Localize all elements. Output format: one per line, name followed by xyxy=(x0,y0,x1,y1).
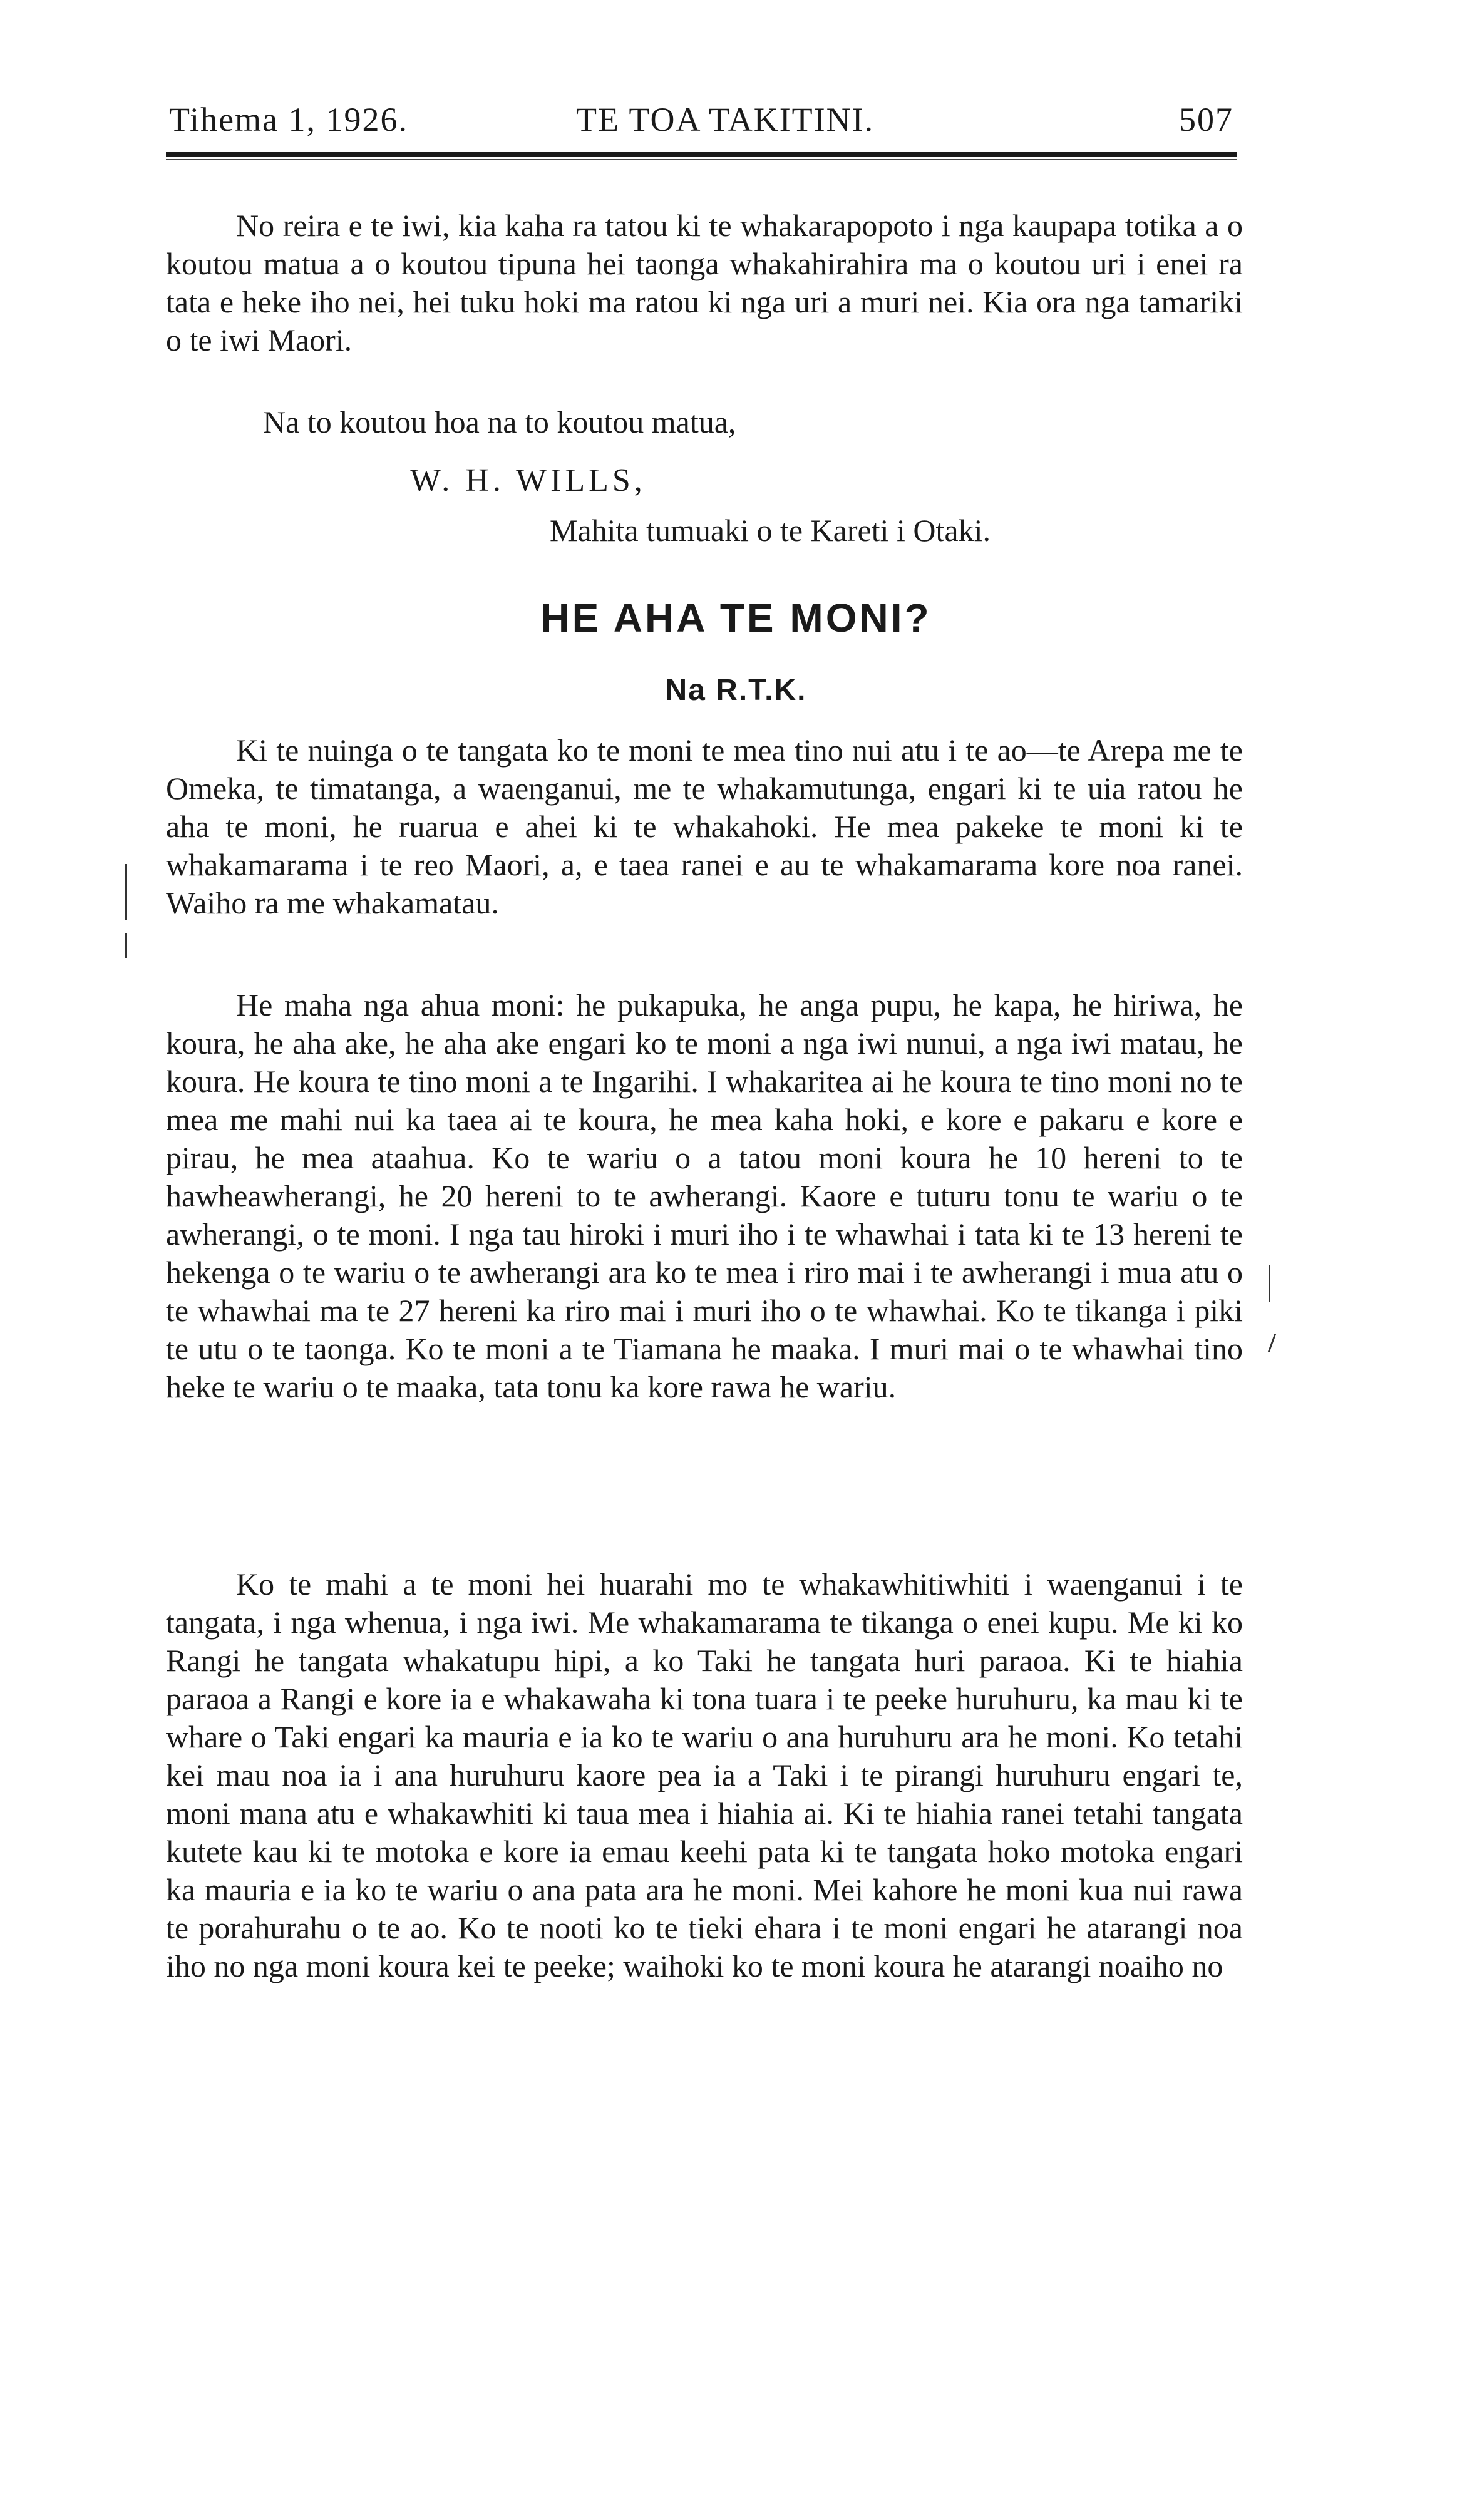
letter-paragraph: No reira e te iwi, kia kaha ra tatou ki te whakarapopoto i nga kaupapa totika a o koutou matua a o koutou tipuna hei taonga whakahirahira ma o koutou uri i enei ra tata e heke iho nei, hei tuku hoki ma ratou ki nga uri a muri nei. Kia ora nga tamariki o te iwi Maori. xyxy=(166,208,1243,357)
signature-title: Mahita tumuaki o te Kareti i Otaki. xyxy=(550,513,991,548)
margin-pencil-mark xyxy=(125,933,127,958)
article-paragraph-2: He maha nga ahua moni: he pukapuka, he anga pupu, he kapa, he hiriwa, he koura, he aha ake, he aha ake engari ko te moni a nga iwi nunui, a nga iwi matau, he koura. He koura te tino moni a te Ingarihi. I whakaritea ai he koura te tino moni no te mea me mahi nui ka taea ai te koura, he mea kaha hoki, e kore e pakaru e kore e pirau, he mea ataahua. Ko te wariu o a tatou moni koura he 10 hereni to te hawheawherangi, he 20 hereni to te awherangi. Kaore e tuturu tonu te wariu o te awherangi, o te moni. I nga tau hiroki i muri iho i te whawhai i tata ki te 13 hereni te hekenga o te wariu o te awherangi ara ko te mea i riro mai i te awherangi i mua atu o te whawhai ma te 27 hereni ka riro mai i muri iho o te whawhai. Ko te tikanga i piki te utu o te taonga. Ko te moni a te Tiamana he maaka. I muri mai o te whawhai tino heke te wariu o te maaka, tata tonu ka kore rawa he wariu. xyxy=(166,987,1243,1404)
article-paragraph-1: Ki te nuinga o te tangata ko te moni te mea tino nui atu i te ao—te Arepa me te Omeka, te timatanga, a waenganui, me te whakamutunga, engari ki te uia ratou he aha te moni, he ruarua e ahei ki te whakahoki. He mea pakeke te moni ki te whakamarama i te reo Maori, a, e taea ranei e au te whakamarama kore noa ranei. Waiho ra me whakamatau. xyxy=(166,733,1243,920)
article-byline: Na R.T.K. xyxy=(665,674,807,707)
margin-pencil-mark xyxy=(1268,1334,1277,1352)
header-page-number: 507 xyxy=(1179,101,1233,138)
header-date: Tihema 1, 1926. xyxy=(169,101,409,138)
header-rule-thin xyxy=(166,159,1237,160)
header-rule xyxy=(166,152,1237,157)
margin-pencil-mark xyxy=(125,864,127,920)
header-publication: TE TOA TAKITINI. xyxy=(576,101,875,138)
article-paragraph-3: Ko te mahi a te moni hei huarahi mo te whakawhitiwhiti i waenganui i te tangata, i nga whenua, i nga iwi. Me whakamarama te tikanga o enei kupu. Me ki ko Rangi he tangata whakatupu hipi, a ko Taki he tangata huri paraoa. Ki te hiahia paraoa a Rangi e kore ia e whakawaha ki tona tuara i te peeke huruhuru, ka mau ki te whare o Taki engari ka mauria e ia ko te wariu o ana huruhuru ara he moni. Ko tetahi kei mau noa ia i ana huruhuru kaore pea ia a Taki i te pirangi huruhuru engari te, moni mana atu e whakawhiti ki taua mea i hiahia ai. Ki te hiahia ranei tetahi tangata kutete kau ki te motoka e kore ia emau keehi pata ki te tangata hoko motoka engari ka mauria e ia ko te wariu o ana pata ara he moni. Mei kahore he moni kua nui rawa te porahurahu o te ao. Ko te nooti ko te tieki ehara i te moni engari he atarangi noa iho no nga moni koura kei te peeke; waihoki ko te moni koura he atarangi noaiho no xyxy=(166,1566,1243,1983)
article-title: HE AHA TE MONI? xyxy=(540,595,932,640)
letter-closing: Na to koutou hoa na to koutou matua, xyxy=(263,404,736,440)
signature-name: W. H. WILLS, xyxy=(410,463,646,498)
running-header xyxy=(169,100,1233,150)
margin-pencil-mark xyxy=(1269,1265,1270,1302)
